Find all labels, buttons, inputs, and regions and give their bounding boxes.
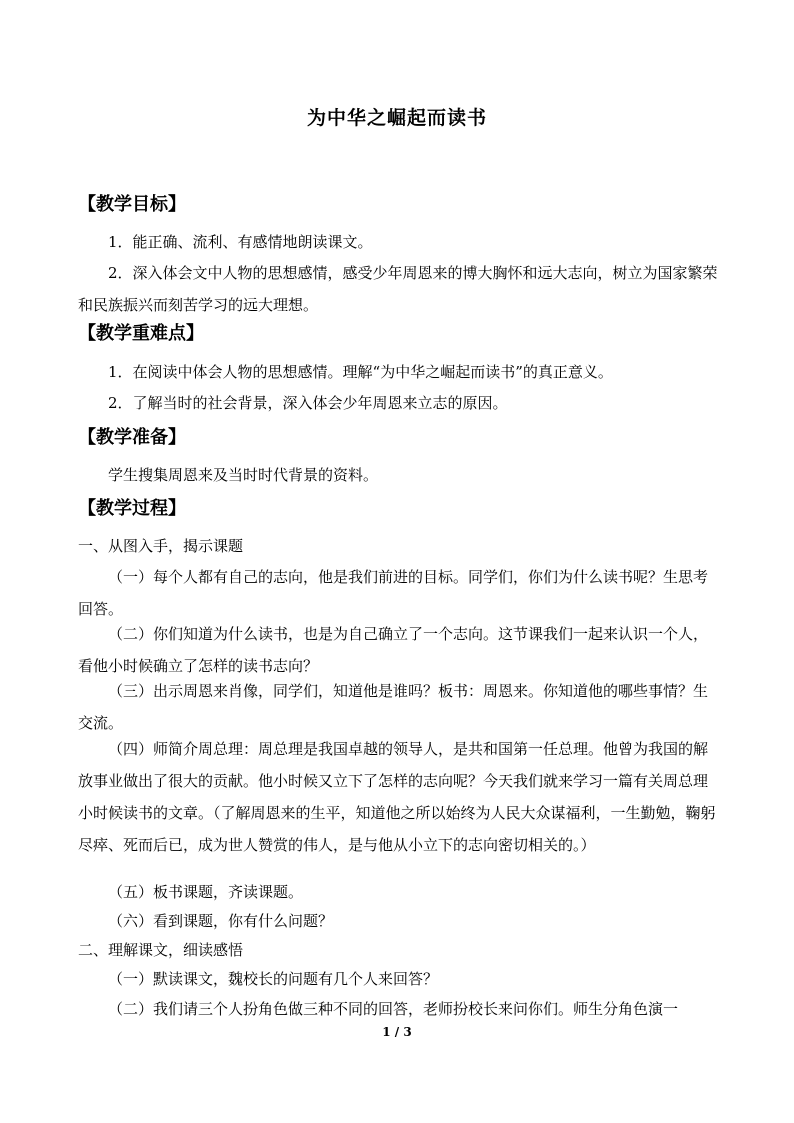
- page-title: 为中华之崛起而读书: [306, 107, 487, 129]
- goal-item-2: 2．深入体会文中人物的思想感情，感受少年周恩来的博大胸怀和远大志向，树立为国家繁荣和民族振兴而刻苦学习的远大理想。: [78, 264, 718, 314]
- page-number: 1 / 3: [382, 1025, 412, 1039]
- section-heading-1: 一、从图入手，揭示课题: [78, 537, 244, 555]
- process-paragraph: （四）师简介周总理：周总理是我国卓越的领导人，是共和国第一任总理。他曾为我国的解放事业做出了很大的贡献。他小时候又立下了怎样的志向呢？今天我们就来学习一篇有关周总理小时候读书的文章。（了解周恩来的生平，知道他之所以始终为人民大众谋福利，一生勤勉，鞠躬尽瘁、死而后已，成为世人赞赏的伟人，是与他从小立下的志向密切相关的。）: [78, 740, 716, 854]
- process-paragraph: （二）我们请三个人扮角色做三种不同的回答，老师扮校长来问你们。师生分角色演一: [108, 1000, 679, 1018]
- process-paragraph: （二）你们知道为什么读书，也是为自己确立了一个志向。这节课我们一起来认识一个人，看他小时候确立了怎样的读书志向？: [78, 625, 709, 675]
- goal-item-1: 1．能正确、流利、有感情地朗读课文。: [108, 233, 373, 251]
- heading-process: 【教学过程】: [78, 498, 186, 519]
- heading-teaching-goals: 【教学目标】: [78, 194, 186, 215]
- key-point-1: 1．在阅读中体会人物的思想感情。理解“为中华之崛起而读书”的真正意义。: [108, 363, 613, 381]
- section-heading-2: 二、理解课文，细读感悟: [78, 941, 244, 959]
- process-paragraph: （五）板书课题，齐读课题。: [108, 883, 304, 901]
- process-paragraph: （一）默读课文，魏校长的问题有几个人来回答？: [108, 970, 439, 988]
- preparation-text: 学生搜集周恩来及当时时代背景的资料。: [108, 466, 379, 484]
- process-paragraph: （一）每个人都有自己的志向，他是我们前进的目标。同学们，你们为什么读书呢？生思考回答。: [78, 568, 709, 618]
- process-paragraph: （三）出示周恩来肖像，同学们，知道他是谁吗？板书：周恩来。你知道他的哪些事情？生交流。: [78, 682, 709, 732]
- heading-preparation: 【教学准备】: [78, 427, 186, 448]
- heading-key-points: 【教学重难点】: [78, 323, 204, 344]
- process-paragraph: （六）看到课题，你有什么问题？: [108, 912, 334, 930]
- key-point-2: 2．了解当时的社会背景，深入体会少年周恩来立志的原因。: [108, 394, 508, 412]
